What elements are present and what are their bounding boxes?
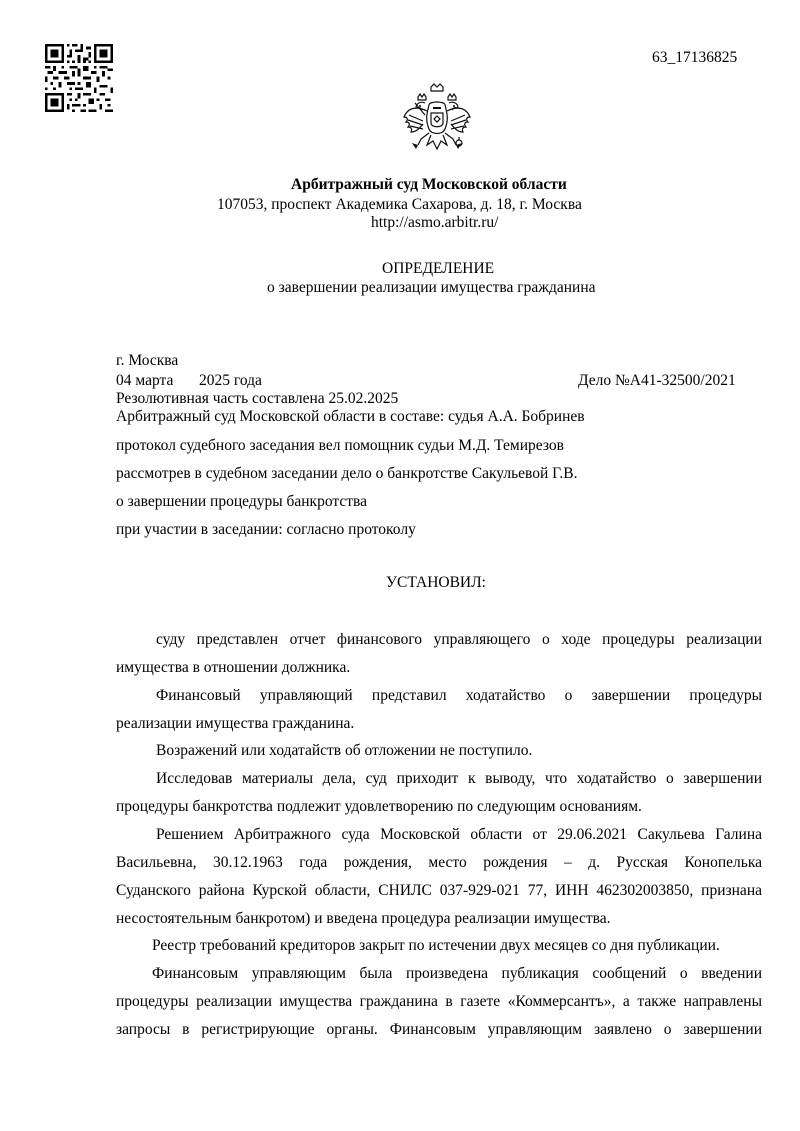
- qr-code-icon: [45, 44, 113, 112]
- resolution-line: Резолютивная часть составлена 25.02.2025: [116, 390, 399, 407]
- case-number: Дело №А41-32500/2021: [578, 372, 736, 389]
- city: г. Москва: [116, 352, 179, 369]
- body-line: процедуры реализации имущества гражданина в газете «Коммерсантъ», а также направлены: [116, 993, 762, 1010]
- body-line: Васильевна, 30.12.1963 года рождения, место рождения – д. Русская Конопелька: [116, 854, 762, 871]
- court-composition: Арбитражный суд Московской области в составе: судья А.А. Бобринев: [116, 408, 585, 425]
- established-heading: УСТАНОВИЛ:: [386, 574, 486, 591]
- document-subtitle: о завершении реализации имущества гражданина: [267, 279, 596, 296]
- date-year: 2025 года: [199, 372, 262, 389]
- body-line: Решением Арбитражного суда Московской области от 29.06.2021 Сакульева Галина: [156, 826, 762, 843]
- document-number: 63_17136825: [652, 49, 738, 66]
- body-line: реализации имущества гражданина.: [116, 715, 355, 732]
- body-line: суду представлен отчет финансового управляющего о ходе процедуры реализации: [156, 631, 762, 648]
- subject-line: о завершении процедуры банкротства: [116, 493, 367, 510]
- body-line: несостоятельным банкротом) и введена процедура реализации имущества.: [116, 910, 611, 927]
- body-line: Финансовый управляющий представил ходатайство о завершении процедуры: [156, 687, 762, 704]
- court-address: 107053, проспект Академика Сахарова, д. 18, г. Москва: [217, 196, 582, 213]
- body-line: имущества в отношении должника.: [116, 659, 351, 676]
- court-name: Арбитражный суд Московской области: [291, 176, 567, 193]
- body-line: Исследовав материалы дела, суд приходит к выводу, что ходатайство о завершении: [156, 770, 762, 787]
- body-line: процедуры банкротства подлежит удовлетворению по следующим основаниям.: [116, 798, 642, 815]
- participants-line: при участии в заседании: согласно протоколу: [116, 521, 416, 538]
- body-line: Возражений или ходатайств об отложении не поступило.: [156, 742, 533, 759]
- body-line: Реестр требований кредиторов закрыт по истечении двух месяцев со дня публикации.: [152, 937, 720, 954]
- court-website: http://asmo.arbitr.ru/: [371, 214, 499, 231]
- body-line: Финансовым управляющим была произведена публикация сообщений о введении: [152, 965, 762, 982]
- coat-of-arms-emblem-icon: [401, 83, 473, 165]
- body-line: Суданского района Курской области, СНИЛС 037-929-021 77, ИНН 462302003850, признана: [116, 882, 762, 899]
- considered-line: рассмотрев в судебном заседании дело о банкротстве Сакульевой Г.В.: [116, 465, 578, 482]
- date-day: 04 марта: [116, 372, 174, 389]
- document-title: ОПРЕДЕЛЕНИЕ: [382, 260, 495, 277]
- protocol-line: протокол судебного заседания вел помощник судьи М.Д. Темирезов: [116, 437, 564, 454]
- body-line: запросы в регистрирующие органы. Финансовым управляющим заявлено о завершении: [116, 1021, 762, 1038]
